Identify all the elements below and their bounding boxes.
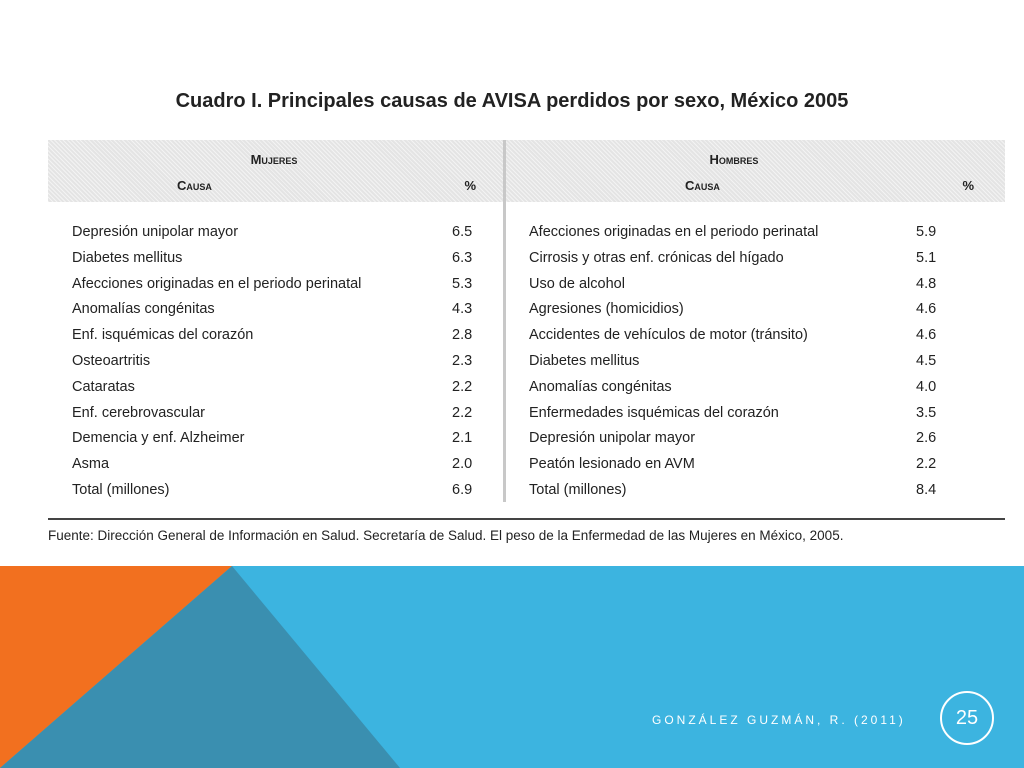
cause-cell: Afecciones originadas en el periodo perinatal <box>72 275 362 292</box>
percent-cell: 2.8 <box>452 327 473 344</box>
table-row <box>529 405 939 431</box>
percent-cell: 6.5 <box>452 224 473 240</box>
men-cause-header: Causa <box>685 178 720 193</box>
percent-cell: 2.1 <box>452 430 473 447</box>
table-row <box>529 250 939 276</box>
table-source-note: Fuente: Dirección General de Información en Salud. Secretaría de Salud. El peso de la Enfermedad de las Mujeres en México, 2005. <box>48 528 844 543</box>
table-row <box>72 353 476 379</box>
table-row <box>72 456 476 482</box>
table-row <box>72 405 476 431</box>
percent-cell: 2.2 <box>916 456 937 473</box>
percent-cell: 4.6 <box>916 327 937 344</box>
percent-cell: 2.0 <box>452 456 473 473</box>
table-row <box>529 430 939 456</box>
cause-cell: Asma <box>72 456 110 473</box>
percent-cell: 2.2 <box>452 378 473 395</box>
percent-cell: 6.9 <box>452 481 473 498</box>
percent-cell: 4.0 <box>916 378 937 395</box>
percent-cell: 2.2 <box>452 404 473 421</box>
table-row-total <box>72 482 476 508</box>
table-row <box>529 456 939 482</box>
percent-cell: 5.9 <box>916 224 937 240</box>
women-percent-header: % <box>464 178 476 193</box>
cause-cell: Diabetes mellitus <box>72 249 183 266</box>
cause-cell: Cirrosis y otras enf. crónicas del hígado <box>529 249 784 266</box>
cause-cell: Osteoartritis <box>72 352 151 369</box>
table-row <box>529 327 939 353</box>
cause-cell: Anomalías congénitas <box>529 378 672 395</box>
table-bottom-rule <box>48 518 1005 520</box>
cause-cell: Depresión unipolar mayor <box>72 224 239 240</box>
percent-cell: 2.6 <box>916 430 937 447</box>
table-row <box>529 353 939 379</box>
footer-decoration <box>0 566 1024 768</box>
table-row <box>72 379 476 405</box>
women-heading: Mujeres <box>250 152 298 167</box>
percent-cell: 3.5 <box>916 404 937 421</box>
percent-cell: 4.5 <box>916 352 937 369</box>
cause-cell: Enf. cerebrovascular <box>72 404 205 421</box>
percent-cell: 2.3 <box>452 352 473 369</box>
cause-cell: Anomalías congénitas <box>72 301 215 318</box>
table-row <box>72 224 476 250</box>
women-rows <box>72 224 476 508</box>
table-row-total <box>529 482 939 508</box>
percent-cell: 8.4 <box>916 481 937 498</box>
cause-cell: Total (millones) <box>72 481 170 498</box>
cause-cell: Cataratas <box>72 378 135 395</box>
men-rows <box>529 224 939 508</box>
table-row <box>72 301 476 327</box>
cause-cell: Enf. isquémicas del corazón <box>72 327 254 344</box>
table-row <box>72 327 476 353</box>
table-row <box>529 224 939 250</box>
cause-cell: Enfermedades isquémicas del corazón <box>529 404 779 421</box>
percent-cell: 5.1 <box>916 249 937 266</box>
cause-cell: Diabetes mellitus <box>529 352 640 369</box>
footer-band <box>0 566 1024 768</box>
cause-cell: Total (millones) <box>529 481 627 498</box>
men-percent-header: % <box>962 178 974 193</box>
percent-cell: 5.3 <box>452 275 473 292</box>
cause-cell: Uso de alcohol <box>529 275 625 292</box>
cause-cell: Accidentes de vehículos de motor (tránsito) <box>529 327 808 344</box>
percent-cell: 4.8 <box>916 275 937 292</box>
table-title: Cuadro I. Principales causas de AVISA perdidos por sexo, México 2005 <box>175 90 849 112</box>
table-row <box>529 379 939 405</box>
table-row <box>72 250 476 276</box>
table-row <box>529 276 939 302</box>
table-row <box>72 276 476 302</box>
table-row <box>529 301 939 327</box>
column-divider <box>503 140 506 502</box>
percent-cell: 4.3 <box>452 301 473 318</box>
page-number-badge: 25 <box>940 691 994 745</box>
cause-cell: Demencia y enf. Alzheimer <box>72 430 245 447</box>
women-cause-header: Causa <box>177 178 212 193</box>
avisa-table <box>48 140 1005 522</box>
table-row <box>72 430 476 456</box>
cause-cell: Peatón lesionado en AVM <box>529 456 695 473</box>
cause-cell: Agresiones (homicidios) <box>529 301 684 318</box>
cause-cell: Afecciones originadas en el periodo perinatal <box>529 224 819 240</box>
men-heading: Hombres <box>709 152 759 167</box>
percent-cell: 6.3 <box>452 249 473 266</box>
footer-author: GONZÁLEZ GUZMÁN, R. (2011) <box>652 713 906 727</box>
cause-cell: Depresión unipolar mayor <box>529 430 696 447</box>
percent-cell: 4.6 <box>916 301 937 318</box>
